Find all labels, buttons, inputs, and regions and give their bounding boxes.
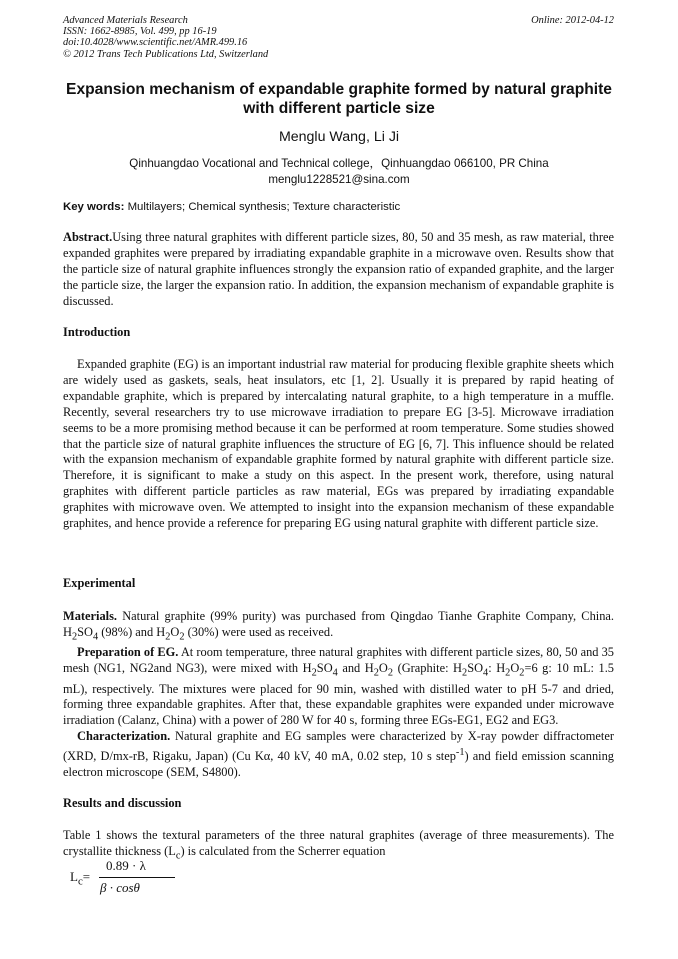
prep-text: and H bbox=[337, 661, 374, 676]
prep-label: Preparation of EG. bbox=[77, 645, 179, 660]
fraction-bar bbox=[99, 877, 175, 878]
equation-lhs bbox=[70, 869, 90, 888]
equation-l: L bbox=[70, 869, 78, 884]
copyright: © 2012 Trans Tech Publications Ltd, Switzerland bbox=[63, 48, 269, 60]
materials-text: O bbox=[170, 624, 180, 639]
subscript: 2 bbox=[505, 667, 511, 679]
journal-header bbox=[63, 15, 268, 60]
subscript: 4 bbox=[483, 667, 489, 679]
materials-text: (30%) were used as received. bbox=[184, 624, 334, 639]
subscript: 2 bbox=[462, 667, 468, 679]
subscript: 2 bbox=[179, 631, 185, 643]
materials-paragraph bbox=[63, 609, 614, 781]
prep-text: O bbox=[510, 661, 520, 676]
affiliation: Qinhuangdao Vocational and Technical college，Qinhuangdao 066100, PR China bbox=[129, 157, 549, 170]
equation-numerator: 0.89 · λ bbox=[106, 858, 146, 873]
abstract bbox=[63, 230, 614, 310]
char-text: Natural graphite and EG samples were characterized by X-ray powder diffractometer (XRD, D/mx-rB, Rigaku, Japan) (Cu Kα, 40 kV, 40 mA, 0.02 step, 10 s step bbox=[63, 729, 614, 764]
results-text-part: ) is calculated from the Scherrer equation bbox=[180, 843, 386, 858]
subscript: c bbox=[175, 850, 181, 862]
equation-equals: = bbox=[82, 869, 91, 884]
prep-text: SO bbox=[467, 661, 484, 676]
keywords bbox=[63, 201, 615, 213]
char-label: Characterization. bbox=[77, 729, 171, 744]
email: menglu1228521@sina.com bbox=[268, 173, 410, 186]
results-text-part: Table 1 shows the textural parameters of the three natural graphites (average of three measurements). The crystallite thickness (L bbox=[63, 828, 614, 858]
authors: Menglu Wang, Li Ji bbox=[278, 129, 400, 145]
subscript: 2 bbox=[71, 631, 78, 643]
subscript: 4 bbox=[332, 667, 338, 679]
subscript: 2 bbox=[311, 667, 317, 679]
keywords-label: Key words: bbox=[63, 201, 125, 213]
subscript: 2 bbox=[387, 667, 394, 679]
affiliation-block bbox=[63, 156, 615, 188]
subscript: 2 bbox=[519, 667, 525, 679]
prep-text: SO bbox=[316, 661, 333, 676]
abstract-text: Using three natural graphites with different particle sizes, 80, 50 and 35 mesh, as raw material, three expanded graphites were prepared by irradiating expandable graphite in a microwave oven. Results show that the particle size of natural graphite influences strongly the expansion ratio of expanded graphite, and the larger the particle size, the larger the expansion ratio. In addition, the expansion mechanism of expandable graphite is discussed. bbox=[63, 230, 614, 308]
materials-label: Materials. bbox=[63, 609, 118, 623]
keywords-text: Multilayers; Chemical synthesis; Texture characteristic bbox=[124, 201, 401, 213]
introduction-heading: Introduction bbox=[63, 325, 131, 339]
prep-text: : H bbox=[488, 661, 506, 676]
prep-text: O bbox=[378, 661, 388, 676]
materials-text: Natural graphite (99% purity) was purchased from Qingdao Tianhe Graphite Company, China. H bbox=[63, 609, 614, 639]
online-date: Online: 2012-04-12 bbox=[531, 15, 614, 26]
materials-text: (98%) and H bbox=[98, 624, 166, 639]
abstract-label: Abstract. bbox=[63, 230, 113, 244]
scherrer-equation bbox=[70, 858, 190, 898]
subscript: 4 bbox=[92, 631, 99, 643]
subscript: 2 bbox=[165, 631, 171, 643]
materials-text: SO bbox=[77, 624, 93, 639]
doi: doi:10.4028/www.scientific.net/AMR.499.16 bbox=[63, 37, 248, 49]
paper-title: Expansion mechanism of expandable graphite formed by natural graphite with different particle size bbox=[66, 81, 612, 117]
prep-text: At room temperature, three natural graphites with different particle sizes, 80, 50 and 35 mesh (NG1, NG2and NG3), were mixed with H bbox=[63, 645, 614, 676]
journal-name: Advanced Materials Research bbox=[63, 15, 188, 26]
experimental-heading: Experimental bbox=[63, 576, 136, 590]
superscript: -1 bbox=[455, 747, 465, 759]
issn: ISSN: 1662-8985, Vol. 499, pp 16-19 bbox=[63, 26, 217, 38]
results-heading: Results and discussion bbox=[63, 796, 182, 810]
introduction-text: Expanded graphite (EG) is an important industrial raw material for producing flexible graphite sheets which are widely used as gaskets, seals, heat insulators, etc [1, 2]. Usually it is prepared by rapid heating of expandable graphite, which is prepared by intercalating natural graphite, to a high temperature in a muffle. Recently, several researchers try to use microwave irradiation to prepare EG [3-5]. Microwave irradiation seems to be a more promising method because it can be performed at room temperature. Some studies showed that the particle size of natural graphite influences the structure of EG [6, 7]. This influence should be related with the expansion mechanism of expandable graphite formed by natural graphite with different particle size. Therefore, it is significant to make a study on this aspect. In the present work, therefore, using natural graphites with different particle particles as raw material, EGs was prepared by irradiating expandable graphites with microwave oven. We attempted to insight into the expansion mechanism of these expandable graphites, and hence provide a reference for preparing EG using natural graphite with different particle size. bbox=[63, 357, 614, 531]
equation-denominator: β · cosθ bbox=[100, 880, 140, 895]
subscript: 2 bbox=[373, 667, 379, 679]
char-text: ) and field emission scanning electron microscope (SEM, S4800). bbox=[63, 749, 614, 780]
prep-text: (Graphite: H bbox=[393, 661, 463, 676]
equation-sub: c bbox=[77, 875, 83, 888]
prep-text: =6 g: 10 mL: 1.5 mL), respectively. The mixtures were placed for 90 min, washed with distilled water to pH 5-7 and dried, forming three expandable graphites. After that, these expandable graphites were expanded under microwave irradiation (Calanz, China) with a power of 280 W for 40 s, forming three EGs-EG1, EG2 and EG3. bbox=[63, 661, 614, 728]
